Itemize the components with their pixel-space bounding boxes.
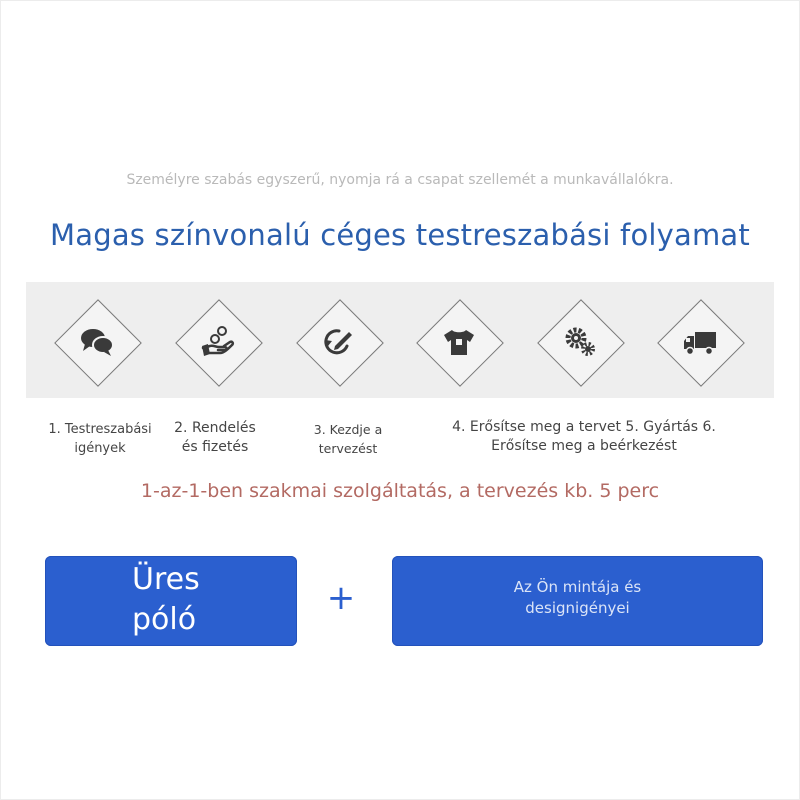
service-tagline: 1-az-1-ben szakmai szolgáltatás, a tervezés kb. 5 perc xyxy=(140,480,660,502)
step-3-label: 3. Kezdje a tervezést xyxy=(313,422,383,456)
steps-4-6-label: 4. Erősítse meg a tervet 5. Gyártás 6. Erősítse meg a beérkezést xyxy=(452,419,716,454)
step-5-badge xyxy=(537,299,623,385)
chat-bubbles-icon xyxy=(77,322,117,362)
hand-coins-icon xyxy=(198,322,238,362)
step-1-badge xyxy=(54,299,140,385)
blank-tshirt-button-label: Üres póló xyxy=(132,562,200,637)
pen-refresh-icon xyxy=(319,322,359,362)
plus-icon: + xyxy=(326,578,356,618)
page-title: Magas színvonalú céges testreszabási folyamat xyxy=(50,218,750,252)
delivery-truck-icon xyxy=(680,322,720,362)
step-6-badge xyxy=(657,299,743,385)
step-1-label: 1. Testreszabási igények xyxy=(48,422,152,456)
your-design-button-label: Az Ön mintája és designigényei xyxy=(513,578,642,617)
step-2-badge xyxy=(175,299,261,385)
step-4-badge xyxy=(416,299,502,385)
tshirt-icon xyxy=(439,322,479,362)
your-design-button[interactable] xyxy=(392,556,763,646)
step-3-badge xyxy=(296,299,382,385)
page-subtitle: Személyre szabás egyszerű, nyomja rá a csapat szellemét a munkavállalókra. xyxy=(126,172,674,188)
gears-icon xyxy=(560,322,600,362)
step-2-label: 2. Rendelés és fizetés xyxy=(174,420,256,455)
blank-tshirt-button[interactable] xyxy=(45,556,297,646)
